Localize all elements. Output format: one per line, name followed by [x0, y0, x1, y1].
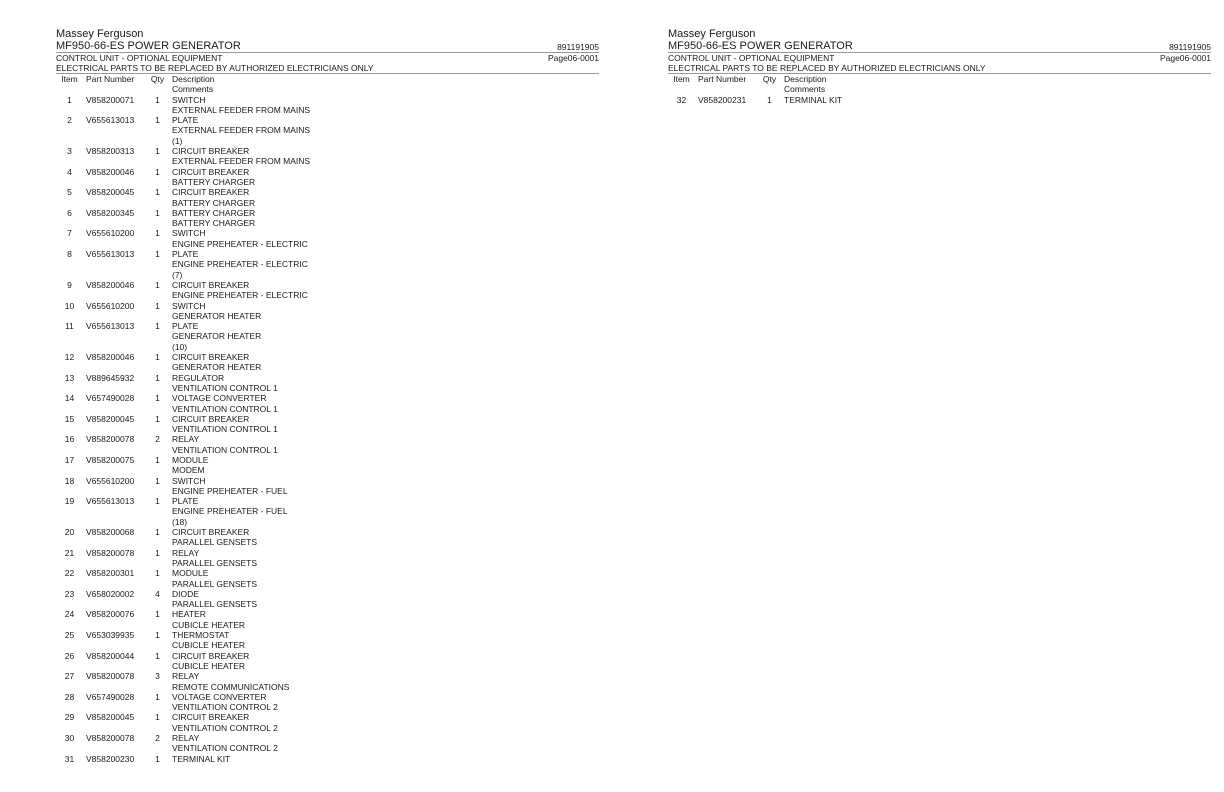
col-part-header: Part Number [698, 74, 747, 84]
part-comment: VENTILATION CONTROL 1 [172, 444, 278, 455]
quantity: 1 [155, 609, 160, 620]
table-row [56, 115, 310, 146]
table-row [56, 414, 310, 435]
table-row [56, 352, 310, 373]
part-number: V858200313 [86, 146, 135, 157]
description-cell [169, 146, 310, 167]
description-cell [169, 568, 310, 589]
item-number: 22 [64, 568, 75, 579]
part-number: V655613013 [86, 115, 135, 126]
item-number: 15 [64, 413, 75, 424]
page-number: Page06-0001 [547, 53, 599, 63]
part-comment: ENGINE PREHEATER - ELECTRIC [172, 290, 308, 301]
quantity: 1 [155, 496, 160, 507]
description-cell [169, 527, 310, 548]
part-number: V858200078 [86, 434, 135, 445]
part-number: V858200046 [86, 279, 135, 290]
quantity: 1 [155, 115, 160, 126]
description-cell [169, 455, 310, 476]
part-comment: GENERATOR HEATER [172, 310, 262, 321]
table-row [56, 187, 310, 208]
item-number: 28 [64, 691, 75, 702]
quantity: 1 [155, 475, 160, 486]
part-comment: BATTERY CHARGER [172, 197, 256, 208]
brand-name: Massey Ferguson [56, 28, 144, 40]
part-comment: GENERATOR HEATER [172, 331, 262, 342]
quantity: 1 [155, 650, 160, 661]
item-number: 26 [64, 650, 75, 661]
table-row [56, 568, 310, 589]
quantity: 3 [155, 671, 160, 682]
item-number: 20 [64, 527, 75, 538]
description-cell [169, 496, 310, 527]
quantity: 1 [155, 279, 160, 290]
description-header: Description [784, 74, 827, 84]
item-number: 2 [67, 115, 72, 126]
parts-table [668, 74, 842, 105]
table-row [56, 754, 310, 764]
part-comment: CUBICLE HEATER [172, 619, 246, 630]
part-description: HEATER [172, 609, 206, 620]
table-row [668, 95, 842, 105]
doc-number: 891191905 [557, 42, 599, 52]
table-row [56, 167, 310, 188]
table-row [56, 476, 310, 497]
item-number: 24 [64, 609, 75, 620]
table-row [56, 589, 310, 610]
table-row [56, 496, 310, 527]
part-number: V658020002 [86, 588, 135, 599]
part-description: VOLTAGE CONVERTER [172, 691, 267, 702]
part-number: V858200231 [698, 94, 747, 105]
model-row [56, 40, 599, 53]
table-header-row [56, 74, 310, 95]
part-number: V858200045 [86, 712, 135, 723]
part-comment: EXTERNAL FEEDER FROM MAINS [172, 125, 311, 136]
part-comment: EXTERNAL FEEDER FROM MAINS [172, 156, 311, 167]
part-description: TERMINAL KIT [784, 94, 843, 105]
part-number: V858200076 [86, 609, 135, 620]
table-row [56, 95, 310, 116]
part-comment: PARALLEL GENSETS [172, 537, 258, 548]
description-cell [169, 167, 310, 188]
part-number: V858200071 [86, 94, 135, 105]
part-comment: ENGINE PREHEATER - FUEL [172, 506, 288, 517]
item-number: 5 [67, 187, 72, 198]
part-comment: BATTERY CHARGER [172, 176, 256, 187]
part-description: REGULATOR [172, 372, 225, 383]
quantity: 1 [155, 630, 160, 641]
table-row [56, 228, 310, 249]
item-number: 21 [64, 547, 75, 558]
item-number: 19 [64, 496, 75, 507]
item-number: 23 [64, 588, 75, 599]
part-comment: PARALLEL GENSETS [172, 578, 258, 589]
item-number: 14 [64, 393, 75, 404]
part-description: CIRCUIT BREAKER [172, 712, 250, 723]
quantity: 1 [155, 207, 160, 218]
part-number: V653039935 [86, 630, 135, 641]
comments-header: Comments [784, 84, 826, 95]
description-cell [169, 671, 310, 692]
quantity: 1 [155, 321, 160, 332]
description-cell [169, 228, 310, 249]
comments-header: Comments [172, 84, 214, 95]
description-cell [169, 95, 310, 116]
parts-table [56, 74, 310, 764]
part-number: V858200045 [86, 187, 135, 198]
quantity: 2 [155, 434, 160, 445]
quantity: 1 [155, 527, 160, 538]
quantity: 1 [155, 352, 160, 363]
description-cell [169, 115, 310, 146]
description-cell [169, 187, 310, 208]
table-row [56, 208, 310, 229]
doc-number: 891191905 [1169, 42, 1211, 52]
description-cell [169, 249, 310, 280]
part-comment: EXTERNAL FEEDER FROM MAINS [172, 104, 311, 115]
description-header: Description [172, 74, 215, 84]
item-number: 9 [67, 279, 72, 290]
part-comment: CUBICLE HEATER [172, 640, 246, 651]
part-description: PLATE [172, 249, 199, 260]
item-number: 3 [67, 146, 72, 157]
part-comment: VENTILATION CONTROL 2 [172, 722, 278, 733]
part-number: V889645932 [86, 372, 135, 383]
part-description: MODULE [172, 454, 209, 465]
part-number: V858200078 [86, 671, 135, 682]
quantity: 1 [155, 691, 160, 702]
item-number: 4 [67, 166, 72, 177]
table-row [56, 455, 310, 476]
brand-name: Massey Ferguson [668, 28, 756, 40]
item-number: 27 [64, 671, 75, 682]
table-row [56, 671, 310, 692]
part-description: SWITCH [172, 475, 206, 486]
parts-sheet-left [56, 28, 599, 764]
part-comment: (18) [172, 516, 188, 527]
col-desc-header [169, 74, 310, 95]
part-number: V655613013 [86, 249, 135, 260]
description-cell [169, 548, 310, 569]
quantity: 1 [155, 146, 160, 157]
model-title: MF950-66-ES POWER GENERATOR [668, 40, 853, 52]
part-description: PLATE [172, 115, 199, 126]
table-row [56, 249, 310, 280]
quantity: 1 [155, 712, 160, 723]
table-row [56, 609, 310, 630]
quantity: 1 [155, 228, 160, 239]
description-cell [169, 321, 310, 352]
section-row [668, 53, 1211, 63]
table-row [56, 280, 310, 301]
description-cell [169, 589, 310, 610]
part-description: DIODE [172, 588, 199, 599]
part-number: V655610200 [86, 300, 135, 311]
part-number: V858200046 [86, 352, 135, 363]
item-number: 10 [64, 300, 75, 311]
part-description: CIRCUIT BREAKER [172, 527, 250, 538]
part-description: RELAY [172, 733, 200, 743]
quantity: 1 [155, 372, 160, 383]
electrical-notice: ELECTRICAL PARTS TO BE REPLACED BY AUTHORIZED ELECTRICIANS ONLY [668, 63, 1211, 74]
quantity: 1 [155, 300, 160, 311]
description-cell [169, 301, 310, 322]
item-number: 29 [64, 712, 75, 723]
col-item-header: Item [61, 74, 78, 84]
table-row [56, 630, 310, 651]
item-number: 30 [64, 733, 75, 743]
model-title: MF950-66-ES POWER GENERATOR [56, 40, 241, 52]
part-number: V655613013 [86, 496, 135, 507]
item-number: 13 [64, 372, 75, 383]
item-number: 16 [64, 434, 75, 445]
part-description: CIRCUIT BREAKER [172, 166, 250, 177]
part-description: TERMINAL KIT [172, 753, 231, 764]
part-comment: REMOTE COMMUNICATIONS [172, 681, 290, 692]
part-description: CIRCUIT BREAKER [172, 650, 250, 661]
part-number: V858200068 [86, 527, 135, 538]
quantity: 4 [155, 588, 160, 599]
parts-table-body [668, 95, 842, 105]
table-row [56, 692, 310, 713]
description-cell [169, 609, 310, 630]
part-description: VOLTAGE CONVERTER [172, 393, 267, 404]
col-part-header: Part Number [86, 74, 135, 84]
part-number: V657490028 [86, 393, 135, 404]
item-number: 6 [67, 207, 72, 218]
quantity: 1 [155, 547, 160, 558]
part-comment: CUBICLE HEATER [172, 660, 246, 671]
electrical-notice: ELECTRICAL PARTS TO BE REPLACED BY AUTHORIZED ELECTRICIANS ONLY [56, 63, 599, 74]
part-number: V655610200 [86, 475, 135, 486]
description-cell [169, 434, 310, 455]
part-description: THERMOSTAT [172, 630, 230, 641]
page-number: Page06-0001 [1159, 53, 1211, 63]
parts-table-body [56, 95, 310, 764]
table-row [56, 321, 310, 352]
quantity: 1 [155, 166, 160, 177]
quantity: 1 [155, 568, 160, 579]
part-description: CIRCUIT BREAKER [172, 279, 250, 290]
quantity: 1 [155, 454, 160, 465]
part-description: CIRCUIT BREAKER [172, 413, 250, 424]
item-number: 7 [67, 228, 72, 239]
section-title: CONTROL UNIT - OPTIONAL EQUIPMENT [56, 53, 223, 63]
col-qty-header: Qty [150, 74, 165, 84]
part-comment: ENGINE PREHEATER - FUEL [172, 485, 288, 496]
item-number: 8 [67, 249, 72, 260]
part-number: V657490028 [86, 691, 135, 702]
part-comment: VENTILATION CONTROL 2 [172, 743, 278, 754]
part-comment: ENGINE PREHEATER - ELECTRIC [172, 259, 308, 270]
col-item-header: Item [673, 74, 690, 84]
part-description: RELAY [172, 434, 200, 445]
part-number: V655610200 [86, 228, 135, 239]
table-row [56, 146, 310, 167]
description-cell [169, 393, 310, 414]
description-cell [169, 373, 310, 394]
part-description: SWITCH [172, 300, 206, 311]
description-cell [169, 692, 310, 713]
description-cell [169, 712, 310, 733]
part-number: V858200301 [86, 568, 135, 579]
table-row [56, 393, 310, 414]
part-comment: BATTERY CHARGER [172, 218, 256, 229]
quantity: 1 [155, 94, 160, 105]
part-number: V858200230 [86, 753, 135, 764]
description-cell [169, 651, 310, 672]
quantity: 1 [155, 753, 160, 764]
part-description: RELAY [172, 547, 200, 558]
description-cell [169, 414, 310, 435]
table-row [56, 373, 310, 394]
table-row [56, 434, 310, 455]
part-number: V858200046 [86, 166, 135, 177]
part-comment: VENTILATION CONTROL 2 [172, 702, 278, 713]
table-row [56, 301, 310, 322]
part-description: RELAY [172, 671, 200, 682]
description-cell [781, 95, 842, 105]
table-row [56, 548, 310, 569]
description-cell [169, 280, 310, 301]
part-comment: VENTILATION CONTROL 1 [172, 403, 278, 414]
model-row [668, 40, 1211, 53]
item-number: 31 [64, 753, 75, 764]
quantity: 2 [155, 733, 160, 743]
part-comment: ENGINE PREHEATER - ELECTRIC [172, 238, 308, 249]
part-number: V858200345 [86, 207, 135, 218]
part-comment: (10) [172, 341, 188, 352]
part-number: V858200075 [86, 454, 135, 465]
item-number: 17 [64, 454, 75, 465]
part-comment: VENTILATION CONTROL 1 [172, 382, 278, 393]
part-comment: (7) [172, 269, 183, 280]
part-description: SWITCH [172, 94, 206, 105]
table-row [56, 733, 310, 754]
part-number: V655613013 [86, 321, 135, 332]
table-row [56, 651, 310, 672]
part-description: SWITCH [172, 228, 206, 239]
description-cell [169, 208, 310, 229]
item-number: 32 [676, 94, 687, 105]
part-comment: VENTILATION CONTROL 1 [172, 424, 278, 435]
part-description: CIRCUIT BREAKER [172, 352, 250, 363]
item-number: 1 [67, 94, 72, 105]
part-description: BATTERY CHARGER [172, 207, 256, 218]
item-number: 25 [64, 630, 75, 641]
part-description: PLATE [172, 321, 199, 332]
quantity: 1 [155, 249, 160, 260]
description-cell [169, 754, 310, 764]
item-number: 18 [64, 475, 75, 486]
part-comment: PARALLEL GENSETS [172, 599, 258, 610]
table-row [56, 527, 310, 548]
description-cell [169, 352, 310, 373]
col-qty-header: Qty [762, 74, 777, 84]
part-description: CIRCUIT BREAKER [172, 146, 250, 157]
part-description: PLATE [172, 496, 199, 507]
part-number: V858200044 [86, 650, 135, 661]
part-number: V858200078 [86, 733, 135, 743]
quantity: 1 [155, 413, 160, 424]
part-number: V858200045 [86, 413, 135, 424]
table-header-row [668, 74, 842, 95]
part-comment: PARALLEL GENSETS [172, 557, 258, 568]
parts-sheet-right [668, 28, 1211, 105]
part-description: MODULE [172, 568, 209, 579]
quantity: 1 [155, 393, 160, 404]
section-row [56, 53, 599, 63]
part-number: V858200078 [86, 547, 135, 558]
table-row [56, 712, 310, 733]
part-description: CIRCUIT BREAKER [172, 187, 250, 198]
item-number: 12 [64, 352, 75, 363]
quantity: 1 [155, 187, 160, 198]
description-cell [169, 630, 310, 651]
part-comment: (1) [172, 135, 183, 146]
description-cell [169, 733, 310, 754]
col-desc-header [781, 74, 842, 95]
section-title: CONTROL UNIT - OPTIONAL EQUIPMENT [668, 53, 835, 63]
part-comment: GENERATOR HEATER [172, 362, 262, 373]
quantity: 1 [767, 94, 772, 105]
part-comment: MODEM [172, 465, 205, 476]
item-number: 11 [65, 321, 74, 332]
description-cell [169, 476, 310, 497]
